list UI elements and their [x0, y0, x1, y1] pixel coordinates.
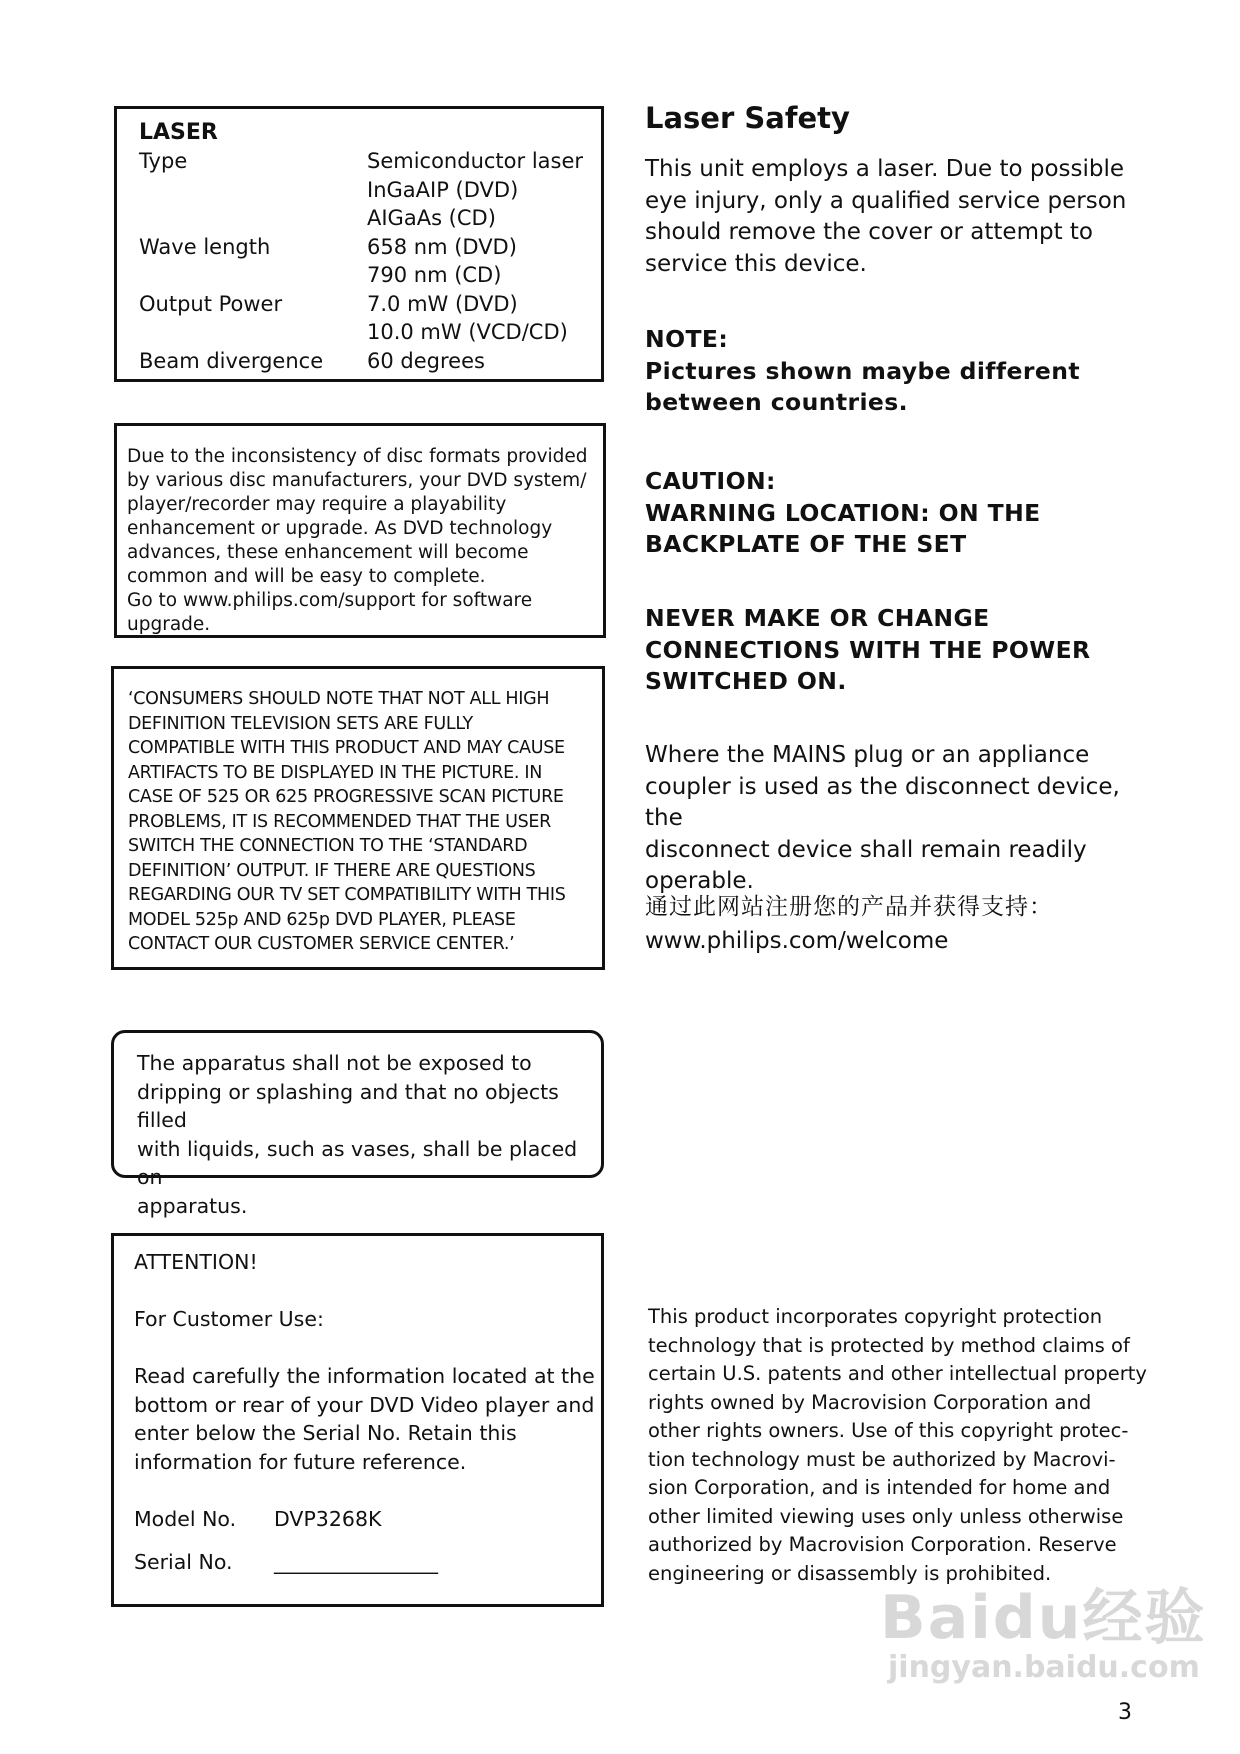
laser-safety-heading: Laser Safety — [645, 101, 850, 135]
serial-number-row — [134, 1548, 601, 1577]
laser-safety-text: This unit employs a laser. Due to possible eye injury, only a qualified service person should remove the cover or attempt to service this device. — [645, 156, 1127, 277]
spec-row-beam-divergence — [139, 347, 601, 376]
spec-value: 658 nm (DVD) — [367, 234, 517, 259]
laser-spec-list — [139, 147, 601, 375]
caution-text: CAUTION: WARNING LOCATION: ON THE BACKPLATE OF THE SET — [645, 467, 1041, 558]
spec-value: InGaAIP (DVD) — [367, 177, 519, 202]
spec-label: Output Power — [139, 291, 283, 316]
apparatus-warning-box — [111, 1030, 604, 1218]
apparatus-warning-text: The apparatus shall not be exposed to dripping or splashing and that no objects filled with liquids, such as vases, shall be placed on apparatus. — [137, 1051, 578, 1218]
spec-row-wave-length — [139, 233, 601, 290]
baidu-logo: Baidu经验 — [880, 1583, 1207, 1653]
spec-row-type — [139, 147, 601, 233]
welcome-url: www.philips.com/welcome — [645, 928, 949, 954]
attention-box — [111, 1233, 604, 1607]
spec-label: Type — [139, 149, 188, 173]
hdtv-compatibility-notice-text: ‘CONSUMERS SHOULD NOTE THAT NOT ALL HIGH DEFINITION TELEVISION SETS ARE FULLY COMPATIBLE WITH THIS PRODUCT AND MAY CAUSE ARTIFACTS TO BE DISPLAYED IN THE PICTURE. IN CASE OF 525 OR 625 PROGRESSIVE SCAN PICTURE PROBLEMS, IT IS RECOMMENDED THAT THE USER SWITCH THE CONNECTION TO THE ‘STANDARD DEFINITION’ OUTPUT. IF THERE ARE QUESTIONS REGARDING OUR TV SET COMPATIBILITY WITH THIS MODEL 525p AND 625p DVD PLAYER, PLEASE CONTACT OUR CUSTOMER SERVICE CENTER.’ — [128, 689, 566, 954]
disc-format-notice-text: Due to the inconsistency of disc formats provided by various disc manufacturers, your DVD system/ player/recorder may require a playability enhancement or upgrade. As DVD technology advances, these enhancement will become common and will be easy to complete. Go to www.philips.com/support for software upgrade. — [127, 446, 588, 635]
spec-label: Beam divergence — [139, 348, 324, 373]
spec-value: AIGaAs (CD) — [367, 206, 496, 230]
attention-title: ATTENTION! — [134, 1250, 258, 1274]
model-number-label: Model No. — [134, 1506, 237, 1531]
disc-format-notice-box — [114, 423, 606, 638]
attention-body: Read carefully the information located at the bottom or rear of your DVD Video player and enter below the Serial No. Retain this information for future reference. — [134, 1364, 595, 1474]
hdtv-compatibility-notice-box — [111, 666, 605, 970]
power-warning-text: NEVER MAKE OR CHANGE CONNECTIONS WITH THE POWER SWITCHED ON. — [645, 604, 1091, 695]
spec-value: 60 degrees — [367, 348, 485, 373]
mains-plug-text: Where the MAINS plug or an appliance coupler is used as the disconnect device, the disconnect device shall remain readily operable. — [645, 742, 1120, 894]
laser-title: LASER — [139, 120, 218, 145]
page-number: 3 — [1118, 1700, 1132, 1725]
model-number-value: DVP3268K — [274, 1506, 382, 1531]
baidu-watermark — [880, 1585, 1206, 1685]
attention-subtitle: For Customer Use: — [134, 1307, 324, 1331]
laser-spec-box — [114, 106, 604, 382]
registration-chinese-text: 通过此网站注册您的产品并获得支持： — [645, 894, 1053, 920]
spec-value: 7.0 mW (DVD) — [367, 291, 518, 316]
note-text: NOTE: Pictures shown maybe different between countries. — [645, 325, 1080, 416]
spec-label: Wave length — [139, 234, 271, 259]
serial-number-blank: ________________ — [274, 1550, 438, 1574]
spec-row-output-power — [139, 290, 601, 347]
model-number-row — [134, 1505, 601, 1534]
serial-number-label: Serial No. — [134, 1550, 233, 1574]
spec-value: 10.0 mW (VCD/CD) — [367, 320, 568, 344]
macrovision-copyright-text: This product incorporates copyright protection technology that is protected by method claims of certain U.S. patents and other intellectual property rights owned by Macrovision Corporation and other rights owners. Use of this copyright protec- tion technology must be authorized by Macrovi- sion Corporation, and is intended for home and other limited viewing uses only unless otherwise authorized by Macrovision Corporation. Reserve engineering or disassembly is prohibited. — [648, 1305, 1147, 1585]
baidu-url: jingyan.baidu.com — [888, 1650, 1200, 1685]
spec-value: 790 nm (CD) — [367, 263, 502, 287]
spec-value: Semiconductor laser — [367, 149, 584, 173]
